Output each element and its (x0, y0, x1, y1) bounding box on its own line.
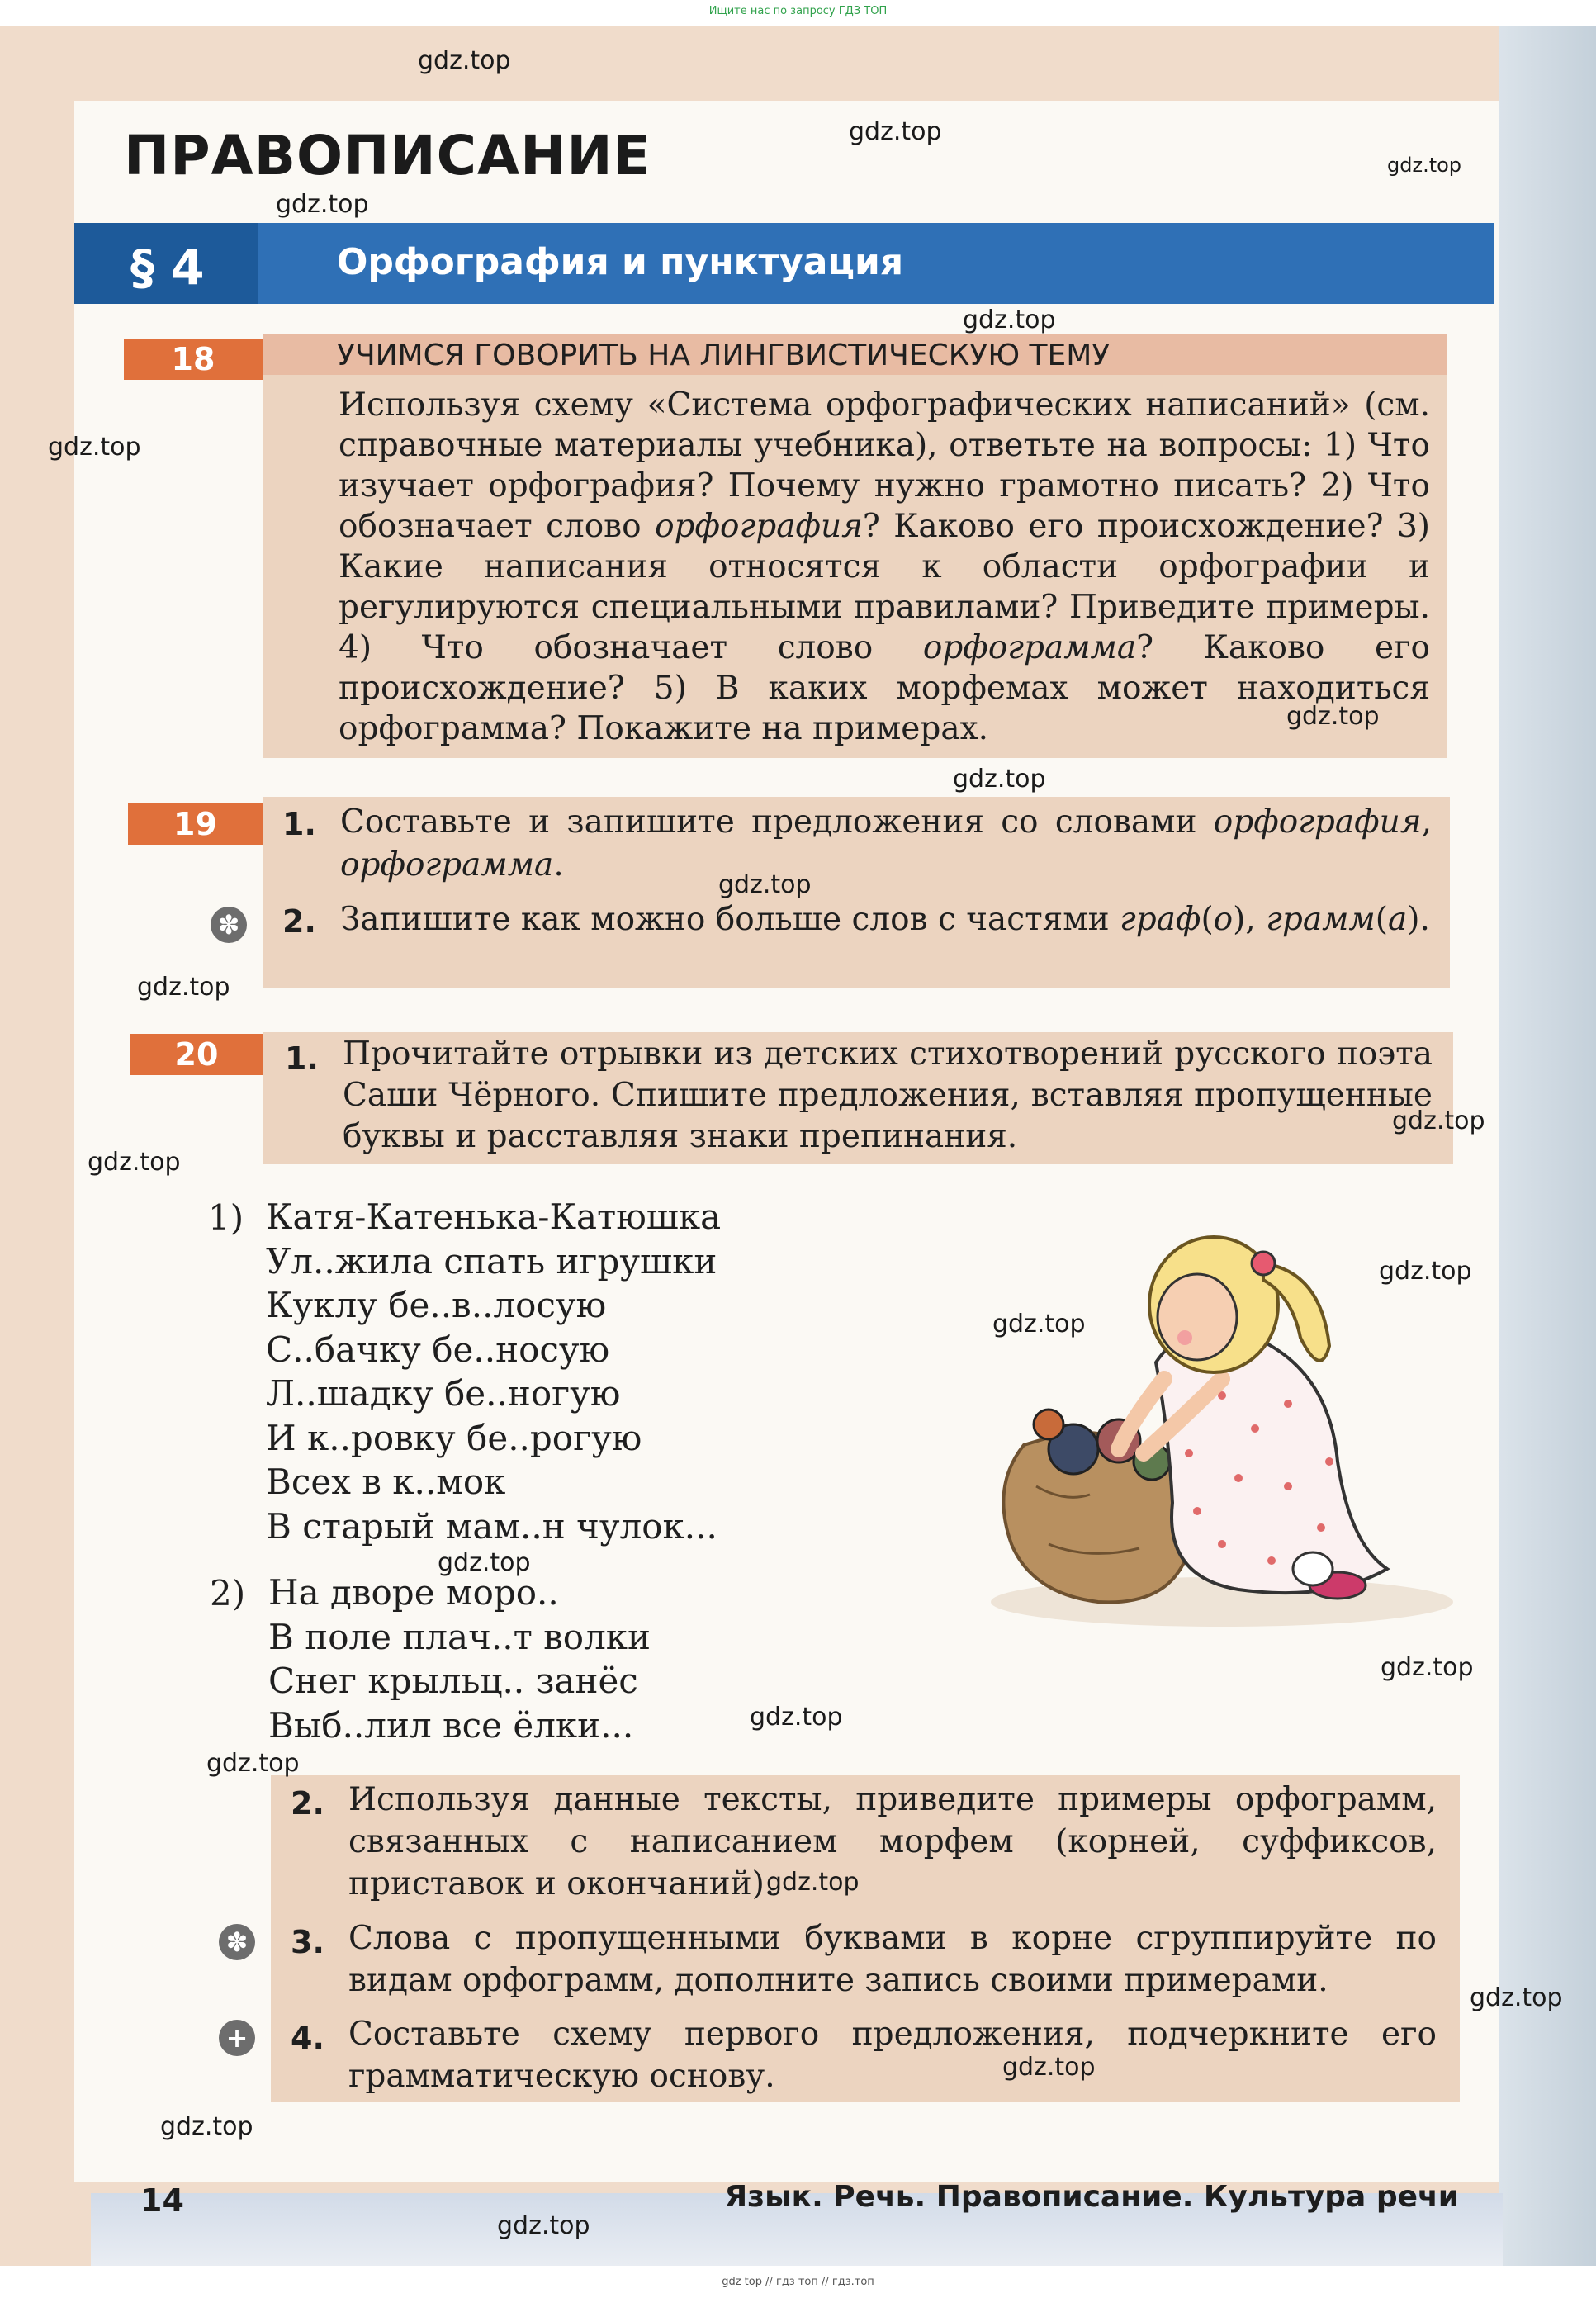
ex19-term: граф (1119, 901, 1201, 938)
exercise-20-item-2-number: 2. (291, 1785, 324, 1822)
watermark-text: gdz.top (750, 1703, 843, 1732)
watermark-text: gdz.top (1392, 1106, 1485, 1135)
bottom-note: gdz top // гдз топ // гдз.топ (722, 2276, 874, 2288)
exercise-20-item-4-number: 4. (291, 2020, 324, 2056)
watermark-text: gdz.top (953, 765, 1046, 794)
watermark-text: gdz.top (1379, 1257, 1472, 1286)
ex19-text: Составьте и запишите предложения со словами (340, 803, 1214, 841)
poem-line: В старый мам..н чулок... (266, 1505, 717, 1547)
page-number: 14 (140, 2182, 184, 2219)
poem-line: На дворе моро.. (268, 1572, 559, 1613)
watermark-text: gdz.top (718, 870, 812, 899)
exercise-20-item-1: Прочитайте отрывки из детских стихотворений русского поэта Саши Чёрного. Спишите предложения, вставляя пропущенные буквы и расставляя знаки препинания. (343, 1035, 1433, 1155)
footer-title: Язык. Речь. Правописание. Культура речи (724, 2180, 1459, 2214)
watermark-text: gdz.top (963, 306, 1056, 334)
ex19-term: о (1213, 901, 1234, 938)
watermark-text: gdz.top (137, 973, 230, 1002)
watermark-text: gdz.top (1470, 1983, 1563, 2012)
page-spine (1499, 26, 1596, 2266)
paragraph-number: § 4 (130, 239, 205, 296)
watermark-text: gdz.top (1387, 154, 1462, 177)
poem-line: И к..ровку бе..рогую (266, 1417, 642, 1458)
watermark-text: gdz.top (766, 1868, 860, 1897)
exercise-19-item-1-number: 1. (282, 806, 316, 842)
exercise-19-item-2-number: 2. (282, 903, 316, 940)
extra-task-plus-icon: + (219, 2020, 255, 2056)
watermark-text: gdz.top (88, 1148, 181, 1177)
exercise-20-item-3: Слова с пропущенными буквами в корне сгруппируйте по видам орфограмм, дополните запись своими примерами. (348, 1920, 1437, 1999)
poem-line: С..бачку бе..носую (266, 1329, 610, 1370)
ex19-paren: ( (1201, 901, 1214, 938)
watermark-text: gdz.top (160, 2112, 253, 2141)
watermark-text: gdz.top (497, 2211, 590, 2240)
top-note: Ищите нас по запросу ГДЗ ТОП (708, 5, 888, 17)
watermark-text: gdz.top (1286, 702, 1380, 731)
poem-line: Всех в к..мок (266, 1462, 506, 1502)
watermark-text: gdz.top (992, 1310, 1086, 1339)
creative-task-icon: ✽ (211, 907, 247, 943)
poem-line: Куклу бе..в..лосую (266, 1285, 607, 1325)
exercise-19-item-1 (340, 801, 1432, 887)
poem-1-number: 1) (208, 1197, 244, 1238)
ex19-end: ). (1407, 901, 1430, 938)
ex19-end: . (553, 846, 564, 884)
ex18-term: орфограмма (922, 629, 1137, 666)
ex19-sep: , (1421, 803, 1432, 841)
ex18-text-part: Используя схему «Система орфографических написаний» (см. справочные материалы учебника), ответьте на вопросы: 1) Что изучает орфография? Почему нужно грамотно писать? 2) Что обозначает слово (339, 386, 1430, 545)
ex19-term: орфограмма (340, 846, 554, 884)
exercise-20-item-1-number: 1. (285, 1040, 319, 1077)
exercise-18-text (339, 385, 1430, 749)
watermark-text: gdz.top (849, 117, 942, 146)
ex19-paren: ( (1375, 901, 1388, 938)
ex19-term: орфография (1213, 803, 1422, 841)
poem-line: Снег крыльц.. занёс (268, 1661, 638, 1701)
poem-line: В поле плач..т волки (268, 1616, 651, 1657)
poem-line: Ул..жила спать игрушки (266, 1240, 717, 1282)
watermark-text: gdz.top (48, 433, 141, 462)
watermark-text: gdz.top (1002, 2053, 1096, 2082)
paragraph-title: Орфография и пунктуация (337, 241, 904, 283)
ex19-term: а (1387, 901, 1408, 938)
poem-2 (268, 1571, 651, 1747)
watermark-text: gdz.top (276, 190, 369, 219)
ex18-text-part: ? Каково его происхождение? 5) В каких морфемах может находиться орфограмма? Покажите на примерах. (339, 629, 1430, 747)
watermark-text: gdz.top (206, 1749, 300, 1778)
watermark-text: gdz.top (418, 46, 511, 75)
poem-line: Л..шадку бе..ногую (266, 1373, 621, 1414)
ex18-term: орфография (655, 508, 863, 545)
ex18-text-part: ? Каково его происхождение? 3) Какие написания относятся к области орфографии и регулируются специальными правилами? Приведите примеры. 4) Что обозначает слово (339, 508, 1430, 666)
watermark-text: gdz.top (438, 1548, 531, 1577)
poem-2-number: 2) (210, 1573, 246, 1613)
section-title: ПРАВОПИСАНИЕ (124, 124, 651, 187)
exercise-20-item-2: Используя данные тексты, приведите примеры орфограмм, связанных с написанием морфем (корней, суффиксов, приставок и окончаний). (348, 1781, 1437, 1902)
ex19-paren: ), (1233, 901, 1267, 938)
exercise-19-number: 19 (128, 803, 263, 845)
exercise-18-number: 18 (124, 339, 263, 380)
exercise-20-number: 20 (130, 1034, 263, 1075)
exercise-20-item-3-number: 3. (291, 1924, 324, 1960)
creative-task-icon: ✽ (219, 1924, 255, 1960)
exercise-18-heading: УЧИМСЯ ГОВОРИТЬ НА ЛИНГВИСТИЧЕСКУЮ ТЕМУ (337, 339, 1111, 372)
exercise-19-item-2 (340, 898, 1432, 941)
watermark-text: gdz.top (1381, 1653, 1474, 1682)
ex19-term: грамм (1266, 901, 1376, 938)
ex19-text: Запишите как можно больше слов с частями (340, 901, 1120, 938)
poem-1 (266, 1195, 721, 1548)
poem-line: Выб..лил все ёлки... (268, 1704, 634, 1746)
poem-line: Катя-Катенька-Катюшка (266, 1196, 722, 1237)
exercise-20-item-4: Составьте схему первого предложения, подчеркните его грамматическую основу. (348, 2016, 1437, 2095)
